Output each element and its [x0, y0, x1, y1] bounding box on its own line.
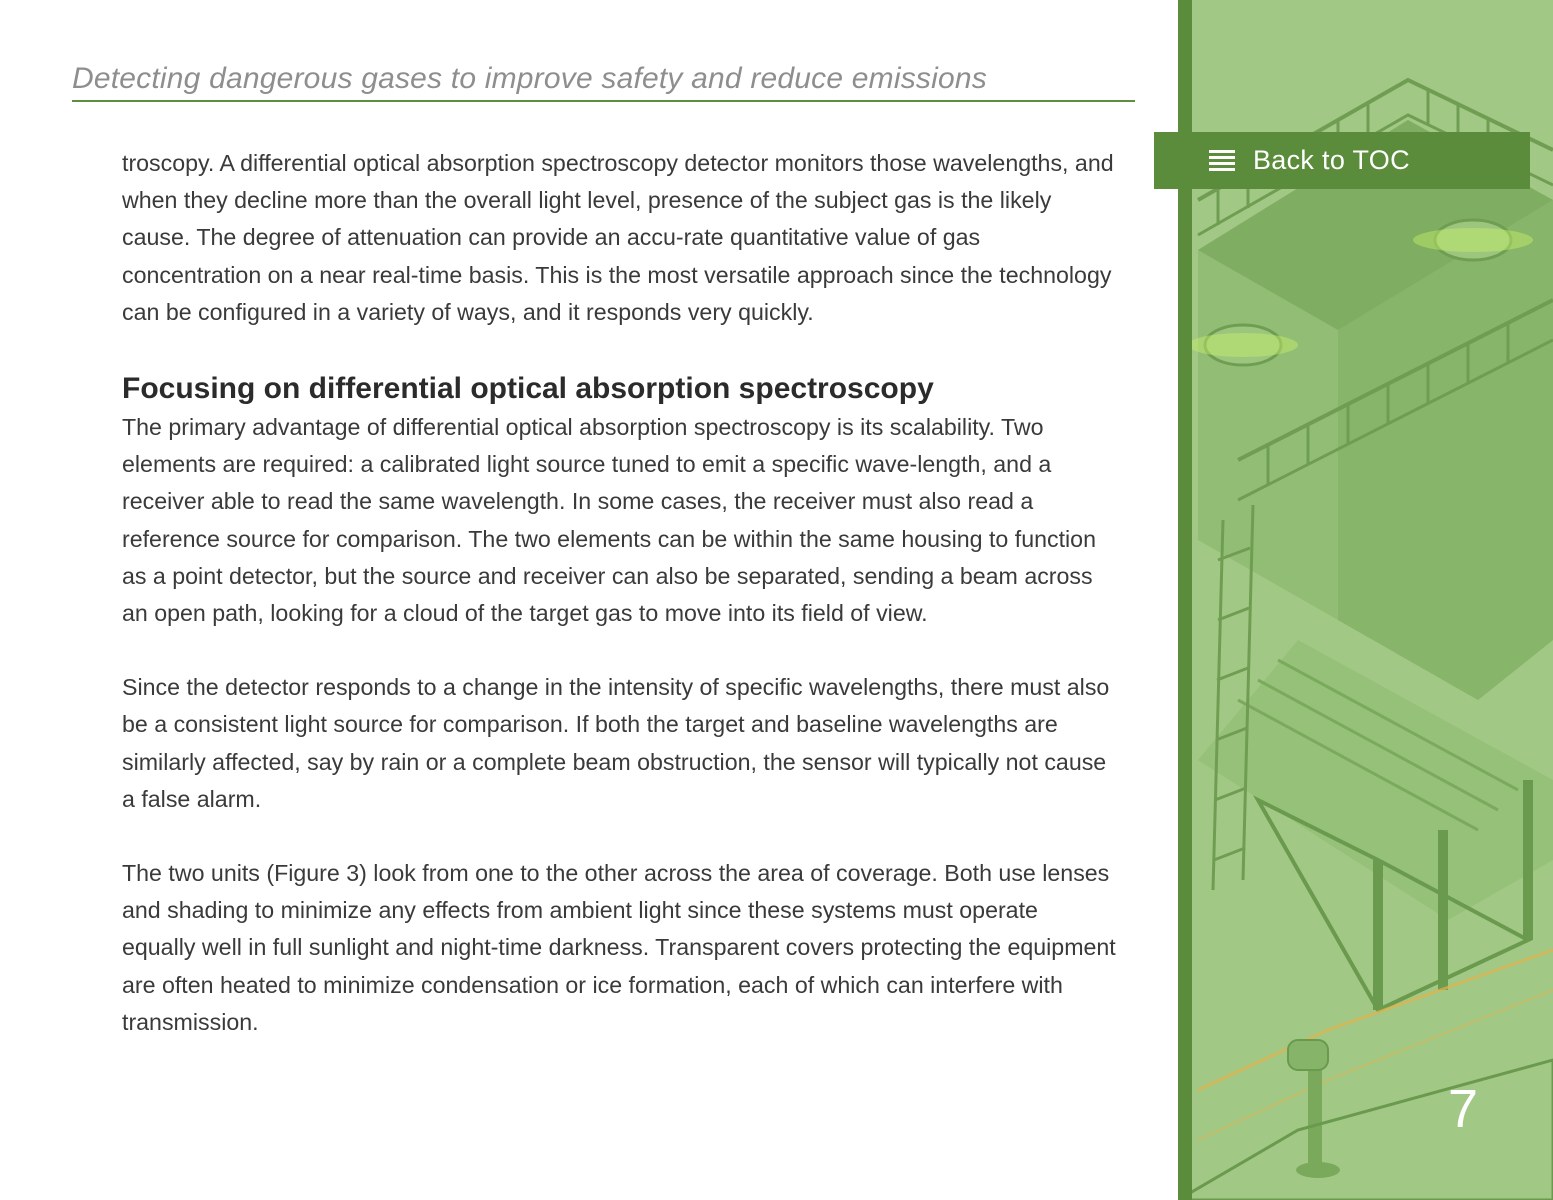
intro-paragraph: troscopy. A differential optical absorption spectroscopy detector monitors those wavelengths, and when they decline more than the overall light level, presence of the subject gas is the likely cause. The degree of attenuation can provide an accu-rate quantitative value of gas concentration on a near real-time basis. This is the most versatile approach since the technology can be configured in a variety of ways, and it responds very quickly. — [122, 150, 1114, 325]
section-heading: Focusing on differential optical absorption spectroscopy — [122, 372, 934, 406]
body-paragraph-1: The primary advantage of differential optical absorption spectroscopy is its scalability. Two elements are required: a calibrated light source tuned to emit a specific wave-length, and a receiver able to read the same wavelength. In some cases, the receiver must also read a reference source for comparison. The two elements can be within the same housing to function as a point detector, but the source and receiver can also be separated, sending a beam across an open path, looking for a cloud of the target gas to move into its field of view. — [122, 414, 1096, 627]
body-paragraph-2: Since the detector responds to a change in the intensity of specific wavelengths, there must also be a consistent light source for comparison. If both the target and baseline wavelengths are similarly affected, say by rain or a complete beam obstruction, the sensor will typically not cause a false alarm. — [122, 674, 1110, 812]
back-to-toc-button[interactable] — [1154, 132, 1530, 189]
main-content — [122, 145, 1117, 1041]
body-paragraph-3: The two units (Figure 3) look from one to the other across the area of coverage. Both use lenses and shading to minimize any effects from ambient light since these systems must operate equally well in full sunlight and night-time darkness. Transparent covers protecting the equipment are often heated to minimize condensation or ice formation, each of which can interfere with transmission. — [122, 860, 1116, 1035]
page-header-title: Detecting dangerous gases to improve safety and reduce emissions — [72, 62, 1135, 102]
list-icon — [1209, 150, 1235, 172]
page-number: 7 — [1448, 1079, 1479, 1139]
back-to-toc-label: Back to TOC — [1253, 145, 1410, 175]
